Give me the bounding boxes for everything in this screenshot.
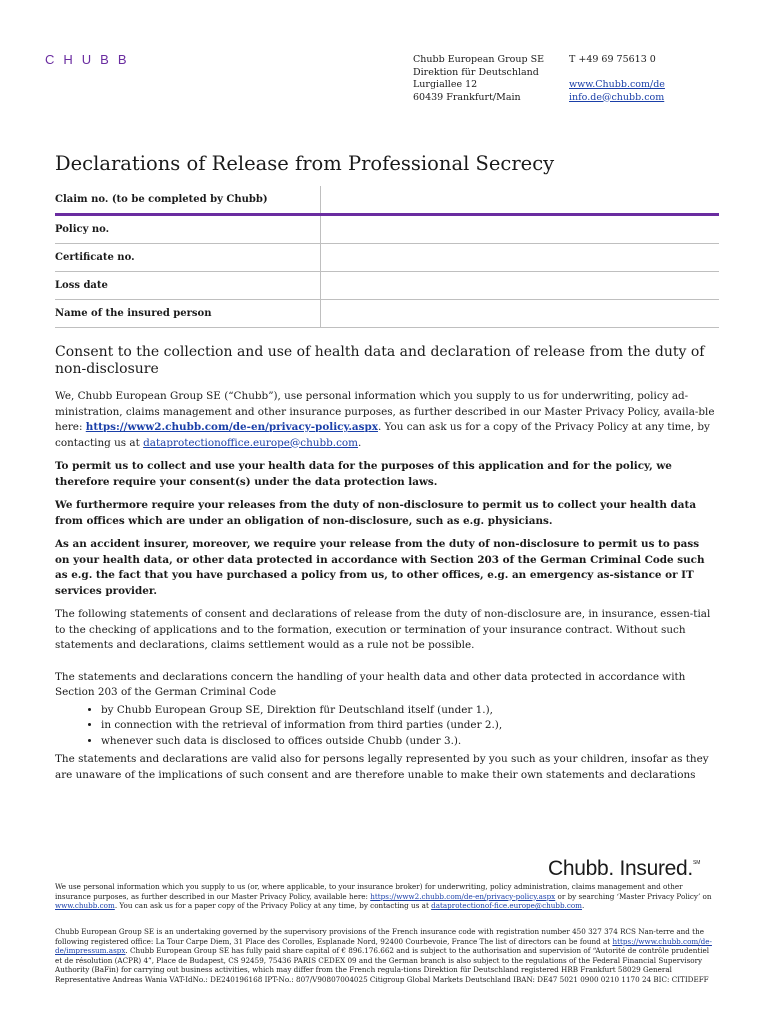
footer-text: We use personal information which you supply to us (or, where applicable, to your insurance broker) for underwriting, policy administration, claims management and other insurance purposes, as further described in our Master Privacy Policy, available here: [55, 882, 683, 901]
footer-text: . [582, 901, 585, 911]
consent-paragraph: To permit us to collect and use your health data for the purposes of this application and for the policy, we therefore require your consent(s) under the data protection laws. [55, 460, 672, 488]
validity-paragraph: The statements and declarations are valid also for persons legally represented by you such as your children, insofar as they are unaware of the implications of such consent and are therefore unable to make their own statements and declarations [55, 753, 709, 781]
release-paragraph: We furthermore require your releases from the duty of non-disclosure to permit us to collect your health data from offices which are under an obligation of non-disclosure, such as e.g. physicians. [55, 499, 697, 527]
insured-name-field[interactable] [320, 300, 321, 327]
footer-text: or by searching ‘Master Privacy Policy’ on [555, 891, 712, 901]
footer-dataprotection-link[interactable]: dataprotectionof-fice.europe@chubb.com [431, 901, 583, 911]
privacy-policy-link[interactable]: https://www2.chubb.com/de-en/privacy-policy.aspx [85, 421, 378, 433]
form-row-insured-name [55, 300, 719, 328]
intro-text: . You can ask us for a copy of the Privacy Policy at any time, by contacting us at [55, 421, 710, 449]
insured-name-label: Name of the insured person [55, 308, 212, 319]
concern-paragraph: The statements and declarations concern the handling of your health data and other data protected in accordance with Section 203 of the German Criminal Code [55, 670, 686, 698]
loss-date-field[interactable] [320, 272, 321, 299]
accident-insurer-paragraph: As an accident insurer, moreover, we require your release from the duty of non-disclosure to permit us to pass on your health data, or other data protected in accordance with Section 203 of the German Criminal Code such as e.g. the fact that you have purchased a policy from us, to other offices, e.g. an emergency as-sistance or IT services provider. [55, 538, 705, 597]
header-address [413, 54, 544, 104]
form-row-claim-no [55, 186, 719, 216]
claim-form [55, 186, 719, 328]
address-line: 60439 Frankfurt/Main [413, 91, 521, 103]
address-line: Chubb European Group SE [413, 54, 545, 65]
website-link[interactable]: www.Chubb.com/de [569, 79, 665, 90]
policy-no-field[interactable] [320, 216, 321, 243]
address-line: Direktion für Deutschland [413, 66, 539, 78]
intro-text: . [358, 436, 362, 449]
chubb-logo-text: CHUBB [45, 52, 136, 66]
footer-text: Chubb European Group SE is an undertaking governed by the supervisory provisions of the French insurance code with registration number 450 327 374 RCS Nan-terre and the following registered office: La Tour Carpe Diem, 31 Place des Corolles, Esplanade Nord, 92400 Courbevoie, France The list of directors can be found at [55, 927, 704, 946]
service-mark: SM [692, 860, 701, 866]
email-link[interactable]: info.de@chubb.com [569, 91, 665, 103]
loss-date-label: Loss date [55, 280, 108, 291]
certificate-no-field[interactable] [320, 244, 321, 271]
scope-list [55, 703, 717, 750]
form-row-certificate-no [55, 244, 719, 272]
footer-privacy-link[interactable]: https://www2.chubb.com/de-en/privacy-policy.aspx [370, 891, 556, 901]
footer-text: . Chubb European Group SE has fully paid share capital of € 896.176.662 and is subject to the authorisation and supervision of “Autorité de contrôle prudentiel et de résolution (ACPR) 4”, Place de Budapest, CS 92459, 75436 PARIS CEDEX 09 and the German branch is also subject to the regulations of the Federal Financial Supervisory Authority (BaFin) for carrying out business activities, which may differ from the French regula-tions Direktion für Deutschland registered HRB Frankfurt 58029 General Representative Andreas Wania VAT-IdNo.: DE240196168 IPT-No.: 807/V90807004025 Citigroup Global Markets Deutschland IBAN: DE47 5021 0900 0210 1170 24 BIC: CITIDEFF [55, 946, 710, 984]
list-item: • in connection with the retrieval of information from third parties (under 2.), [101, 718, 717, 734]
certificate-no-label: Certificate no. [55, 252, 135, 263]
policy-no-label: Policy no. [55, 224, 110, 235]
intro-text: We, Chubb European Group SE (“Chubb”), use personal information which you supply to us for underwriting, policy ad-ministration, claims management and other insurance purposes, as further described in our Master Privacy Policy, availa-ble here: [55, 390, 715, 433]
chubb-insured-logo [548, 857, 700, 881]
intro-paragraph [55, 389, 717, 451]
document-body [55, 389, 717, 791]
dataprotection-email-link[interactable]: dataprotectionoffice.europe@chubb.com [143, 436, 359, 449]
footer-chubb-link[interactable]: www.chubb.com [55, 901, 115, 911]
page-title: Declarations of Release from Professional Secrecy [55, 152, 555, 175]
list-item: • whenever such data is disclosed to offices outside Chubb (under 3.). [101, 734, 717, 750]
brand-tagline: Chubb. Insured. [548, 857, 693, 880]
header-contact [569, 54, 665, 104]
statements-paragraph: The following statements of consent and declarations of release from the duty of non-disclosure are, in insurance, essen-tial to the checking of applications and to the formation, execution or termination of your insurance contract. Without such statements and declarations, claims settlement would as a rule not be possible. [55, 608, 711, 651]
footer-legal-notice [55, 927, 717, 985]
chubb-logo [45, 51, 167, 70]
phone-number: T +49 69 75613 0 [569, 54, 656, 65]
claim-no-label: Claim no. (to be completed by Chubb) [55, 194, 268, 205]
section-heading: Consent to the collection and use of health data and declaration of release from the duty of non-disclosure [55, 344, 705, 377]
form-row-policy-no [55, 216, 719, 244]
address-line: Lurgiallee 12 [413, 79, 478, 90]
form-row-loss-date [55, 272, 719, 300]
footer-text: . You can ask us for a paper copy of the Privacy Policy at any time, by contacting us at [114, 901, 432, 911]
footer-privacy-notice [55, 882, 717, 911]
footer-impressum-link[interactable]: https://www.chubb.com/de-de/impressum.aspx [55, 936, 712, 956]
list-item: • by Chubb European Group SE, Direktion für Deutschland itself (under 1.), [101, 703, 717, 719]
